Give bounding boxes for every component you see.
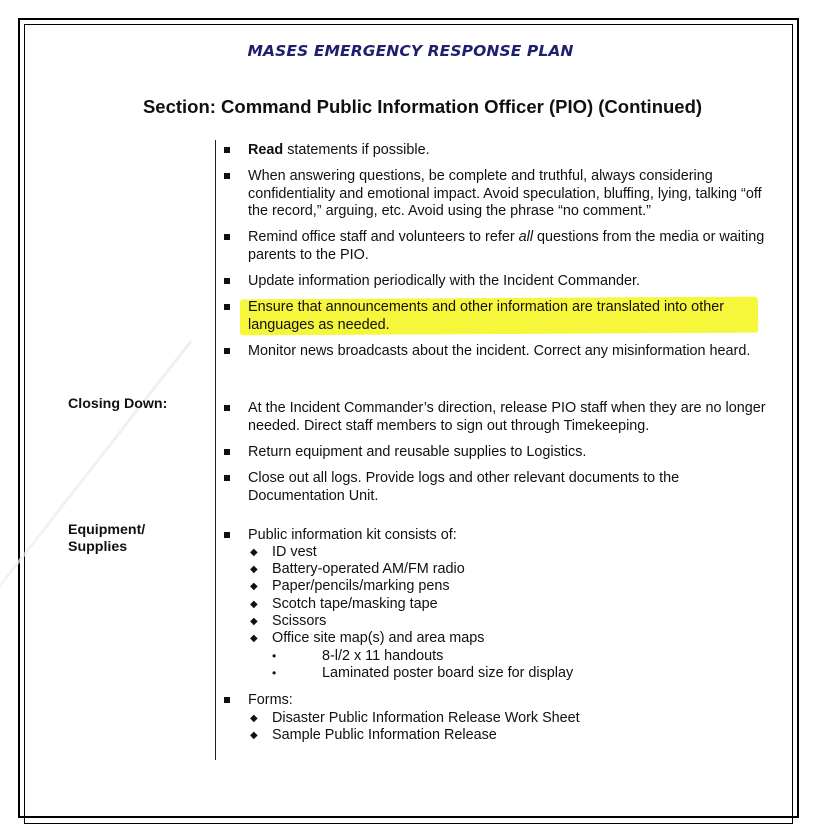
diamond-bullet: ◆ [250,599,258,610]
diamond-bullet: ◆ [250,730,258,741]
bullet-square [224,348,230,354]
list-item-translate: Ensure that announcements and other information are translated into other languages as needed. [248,299,724,333]
map-subitem: 8-l/2 x 11 handouts [322,648,444,664]
form-item: Sample Public Information Release [272,727,497,743]
list-item-read: Read statements if possible. [248,142,430,158]
bullet-square [224,449,230,455]
equipment-label: Equipment/ Supplies [68,522,146,555]
diamond-bullet: ◆ [250,633,258,644]
list-item-release-staff: At the Incident Commander’s direction, release PIO staff when they are no longer needed. Direct staff members to sign out through Timekeeping. [248,400,766,434]
kit-item: Scotch tape/masking tape [272,596,438,612]
kit-item: Paper/pencils/marking pens [272,578,450,594]
list-item-kit: Public information kit consists of: [248,527,457,543]
bullet-square [224,173,230,179]
plan-title: MASES EMERGENCY RESPONSE PLAN [247,42,574,60]
bullet-square [224,697,230,703]
diamond-bullet: ◆ [250,547,258,558]
bullet-square [224,475,230,481]
bullet-square [224,405,230,411]
map-subitem: Laminated poster board size for display [322,665,574,681]
dot-bullet: • [272,649,277,663]
list-item-update: Update information periodically with the Incident Commander. [248,273,640,289]
list-item-monitor: Monitor news broadcasts about the incident. Correct any misinformation heard. [248,343,751,359]
column-divider [215,140,216,760]
list-item-remind: Remind office staff and volunteers to refer all questions from the media or waiting parents to the PIO. [248,229,765,263]
kit-item: Scissors [272,613,327,629]
form-item: Disaster Public Information Release Work Sheet [272,710,580,726]
list-item-forms: Forms: [248,692,293,708]
diamond-bullet: ◆ [250,564,258,575]
bullet-square [224,532,230,538]
kit-item: Battery-operated AM/FM radio [272,561,465,577]
closing-down-label: Closing Down: [68,396,168,412]
list-item-close-logs: Close out all logs. Provide logs and other relevant documents to the Documentation Unit. [248,470,680,504]
kit-item: ID vest [272,544,317,560]
list-item-answering: When answering questions, be complete and truthful, always considering confidentiality and emotional impact. Avoid speculation, bluffing, lying, talking “off the record,” arguing, etc. Avoid using the phrase “no comment.” [248,168,762,219]
list-item-return-equipment: Return equipment and reusable supplies to Logistics. [248,444,587,460]
diamond-bullet: ◆ [250,581,258,592]
dot-bullet: • [272,666,277,680]
diamond-bullet: ◆ [250,616,258,627]
bullet-square [224,147,230,153]
section-title: Section: Command Public Information Officer (PIO) (Continued) [142,96,703,117]
bullet-square [224,304,230,310]
diamond-bullet: ◆ [250,713,258,724]
bullet-square [224,234,230,240]
bullet-square [224,278,230,284]
kit-item: Office site map(s) and area maps [272,630,485,646]
